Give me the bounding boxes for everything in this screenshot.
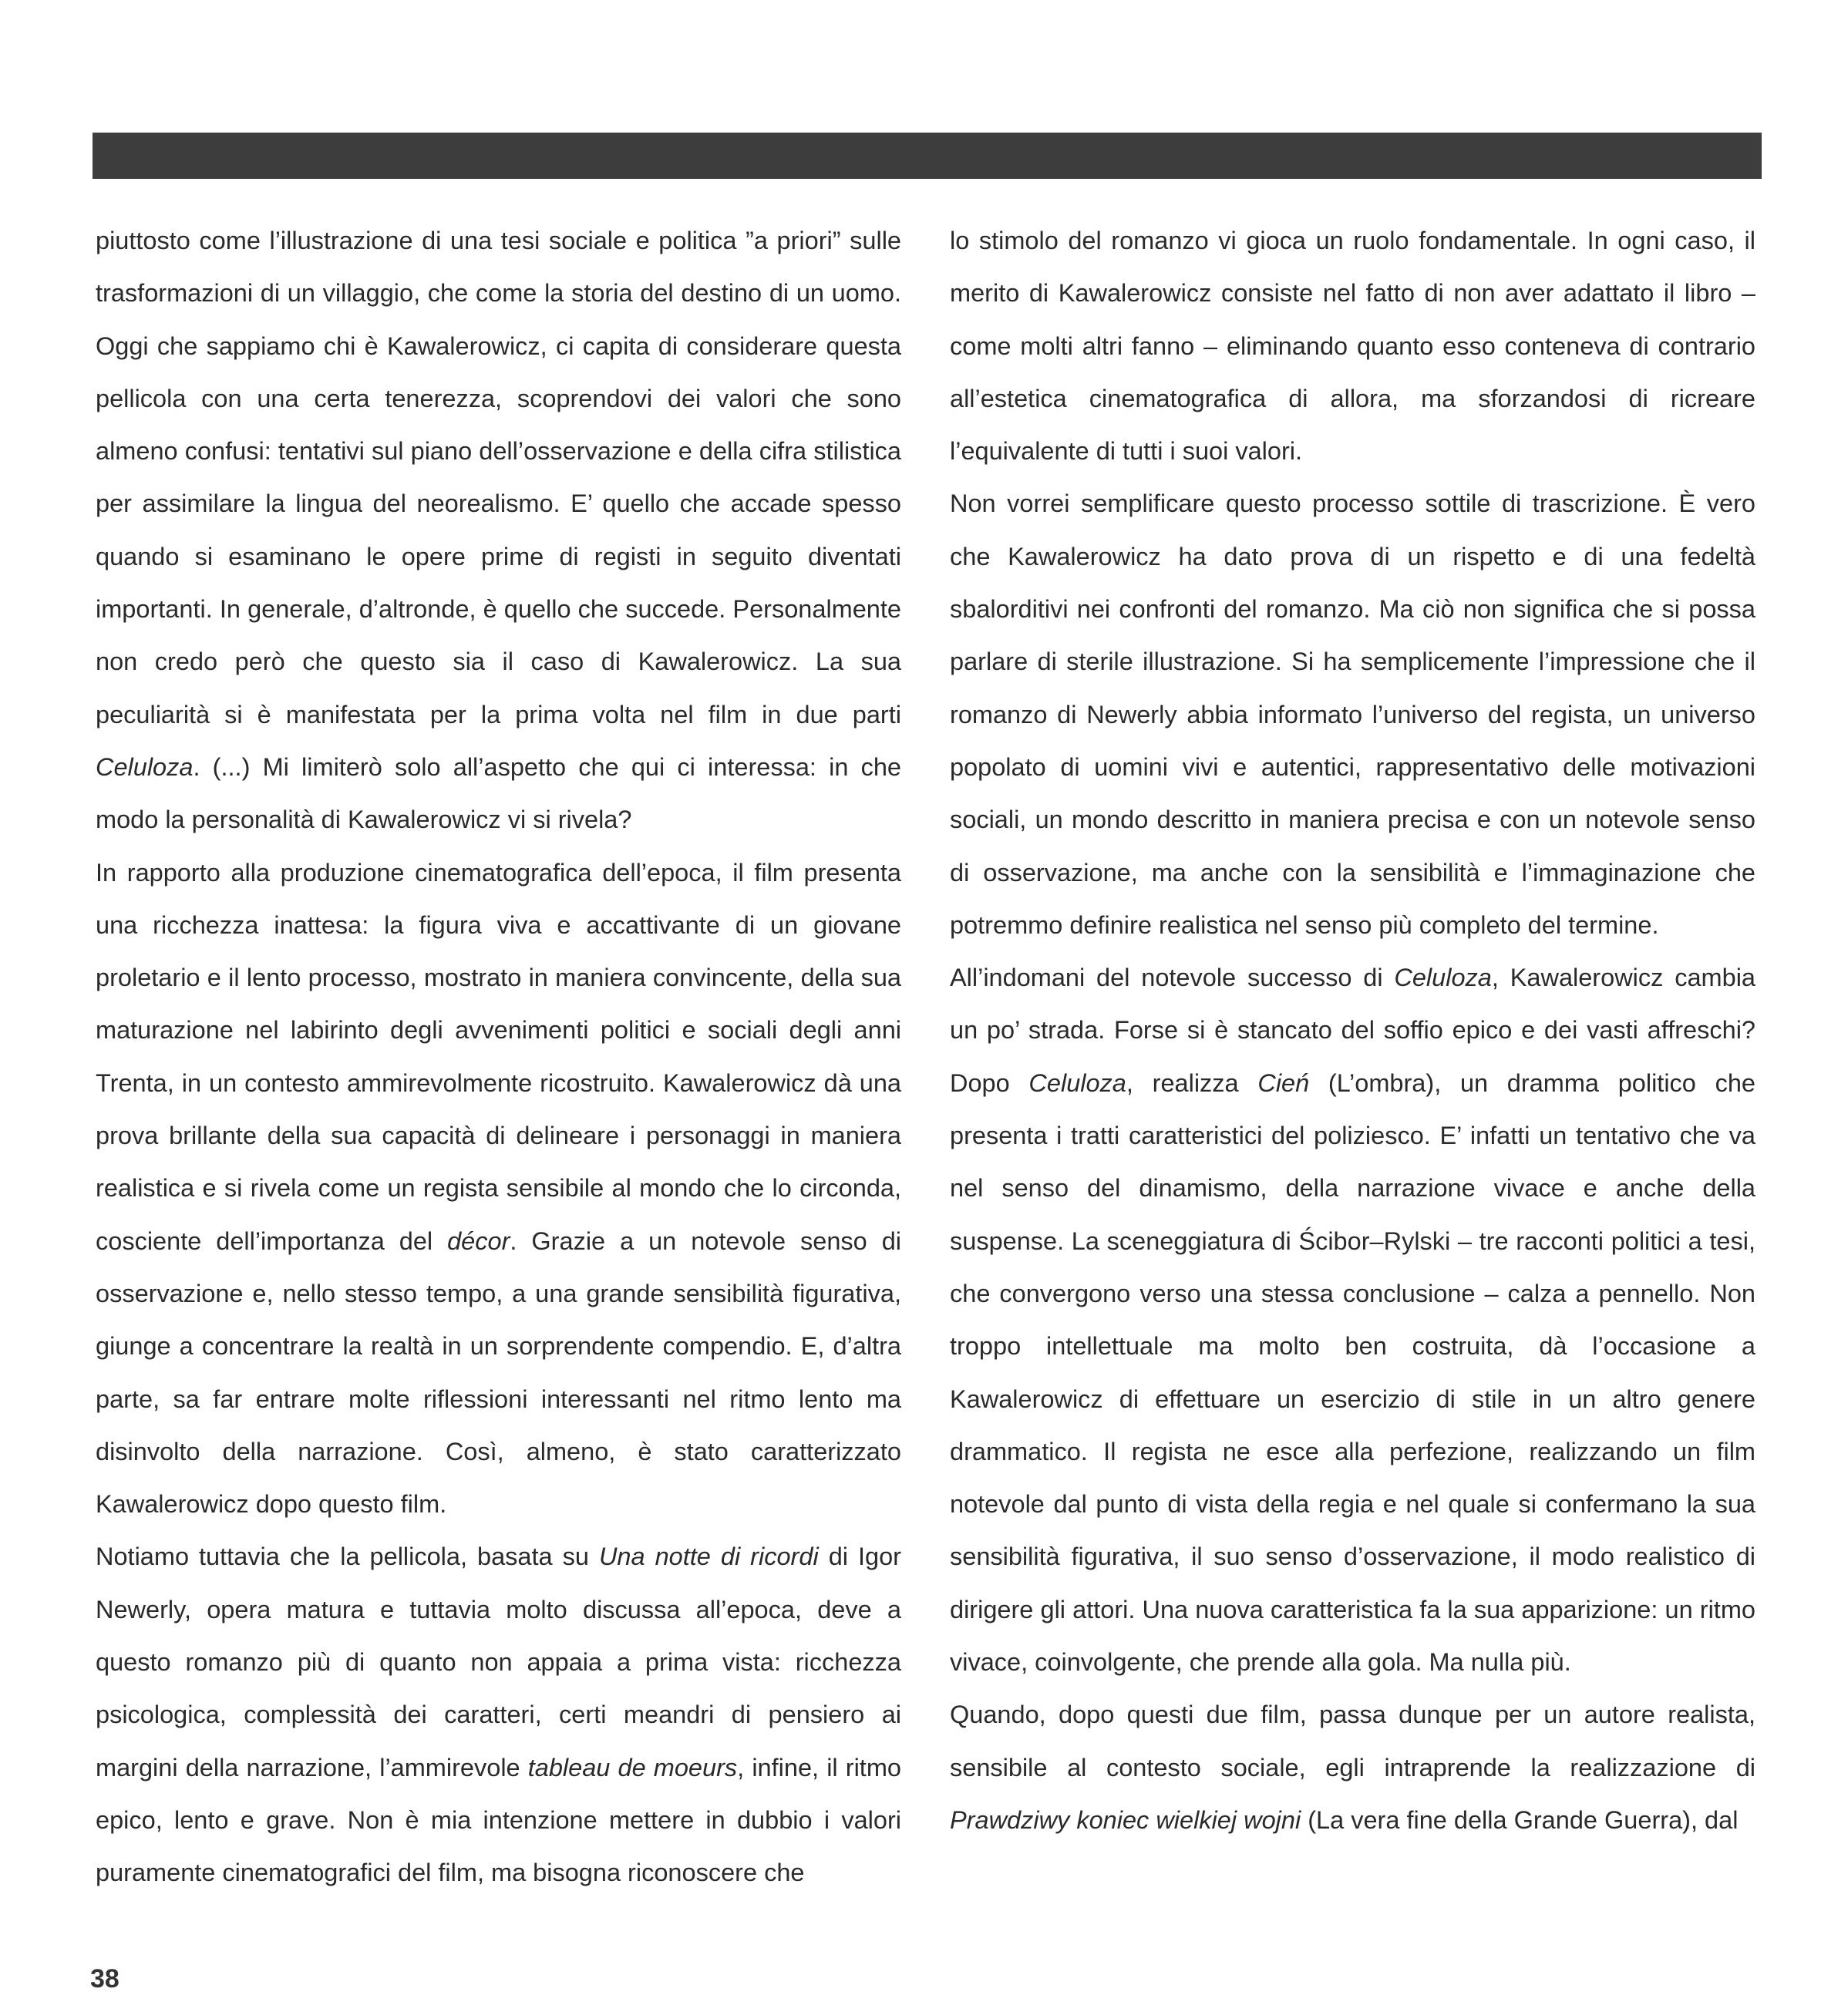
paragraph: All’indomani del notevole successo di Celuloza, Kawalerowicz cambia un po’ strada. Forse si è stancato del soffio epico e dei vasti affreschi? Dopo Celuloza, realizza Cień (L’ombra), un dramma politico che presenta i tratti caratteristici del poliziesco. E’ infatti un tentativo che va nel senso del dinamismo, della narrazione vivace e anche della suspense. La sceneggiatura di Ścibor–Rylski – tre racconti politici a tesi, che convergono verso una stessa conclusione – calza a pennello. Non troppo intellettuale ma molto ben costruita, dà l’occasione a Kawalerowicz di effettuare un esercizio di stile in un altro genere drammatico. Il regista ne esce alla perfezione, realizzando un film notevole dal punto di vista della regia e nel quale si confermano la sua sensibilità figurativa, il suo senso d’osservazione, il modo realistico di dirigere gli attori. Una nuova caratteristica fa la sua apparizione: un ritmo vivace, coinvolgente, che prende alla gola. Ma nulla più. <box>950 964 1756 1677</box>
paragraph: Quando, dopo questi due film, passa dunque per un autore realista, sensibile al contesto sociale, egli intraprende la realizzazione di Prawdziwy koniec wielkiej wojni (La vera fine della Grande Guerra), dal <box>950 1701 1755 1834</box>
right-column <box>950 214 1755 1846</box>
paragraph: In rapporto alla produzione cinematografica dell’epoca, il film presenta una ricchezza inattesa: la figura viva e accattivante di un giovane proletario e il lento processo, mostrato in maniera convincente, della sua maturazione nel labirinto degli avvenimenti politici e sociali degli anni Trenta, in un contesto ammirevolmente ricostruito. Kawalerowicz dà una prova brillante della sua capacità di delineare i personaggi in maniera realistica e si rivela come un regista sensibile al mondo che lo circonda, cosciente dell’importanza del décor. Grazie a un notevole senso di osservazione e, nello stesso tempo, a una grande sensibilità figurativa, giunge a concentrare la realtà in un sorprendente compendio. E, d’altra parte, sa far entrare molte riflessioni interessanti nel ritmo lento ma disinvolto della narrazione. Così, almeno, è stato caratterizzato Kawalerowicz dopo questo film. <box>96 858 901 1519</box>
left-column <box>96 214 901 1899</box>
paragraph: piuttosto come l’illustrazione di una tesi sociale e politica ”a priori” sulle trasformazioni di un villaggio, che come la storia del destino di un uomo. Oggi che sappiamo chi è Kawalerowicz, ci capita di considerare questa pellicola con una certa tenerezza, scoprendovi dei valori che sono almeno confusi: tentativi sul piano dell’osservazione e della cifra stilistica per assimilare la lingua del neorealismo. E’ quello che accade spesso quando si esaminano le opere prime di registi in seguito diventati importanti. In generale, d’altronde, è quello che succede. Personalmente non credo però che questo sia il caso di Kawalerowicz. La sua peculiarità si è manifestata per la prima volta nel film in due parti Celuloza. (...) Mi limiterò solo all’aspetto che qui ci interessa: in che modo la personalità di Kawalerowicz vi si rivela? <box>96 227 901 834</box>
page-number: 38 <box>90 1964 119 1993</box>
paragraph: Non vorrei semplificare questo processo sottile di trascrizione. È vero che Kawalerowicz ha dato prova di un rispetto e di una fedeltà sbalorditivi nei confronti del romanzo. Ma ciò non significa che si possa parlare di sterile illustrazione. Si ha semplicemente l’impressione che il romanzo di Newerly abbia informato l’universo del regista, un universo popolato di uomini vivi e autentici, rappresentativo delle motivazioni sociali, un mondo descritto in maniera precisa e con un notevole senso di osservazione, ma anche con la sensibilità e l’immaginazione che potremmo definire realistica nel senso più completo del termine. <box>950 490 1755 939</box>
header-bar <box>93 133 1762 179</box>
paragraph: Notiamo tuttavia che la pellicola, basata su Una notte di ricordi di Igor Newerly, opera matura e tuttavia molto discussa all’epoca, deve a questo romanzo più di quanto non appaia a prima vista: ricchezza psicologica, complessità dei caratteri, certi meandri di pensiero ai margini della narrazione, l’ammirevole tableau de moeurs, infine, il ritmo epico, lento e grave. Non è mia intenzione mettere in dubbio i valori puramente cinematografici del film, ma bisogna riconoscere che <box>96 1543 902 1887</box>
paragraph: lo stimolo del romanzo vi gioca un ruolo fondamentale. In ogni caso, il merito di Kawalerowicz consiste nel fatto di non aver adattato il libro – come molti altri fanno – eliminando quanto esso conteneva di contrario all’estetica cinematografica di allora, ma sforzandosi di ricreare l’equivalente di tutti i suoi valori. <box>950 227 1755 466</box>
